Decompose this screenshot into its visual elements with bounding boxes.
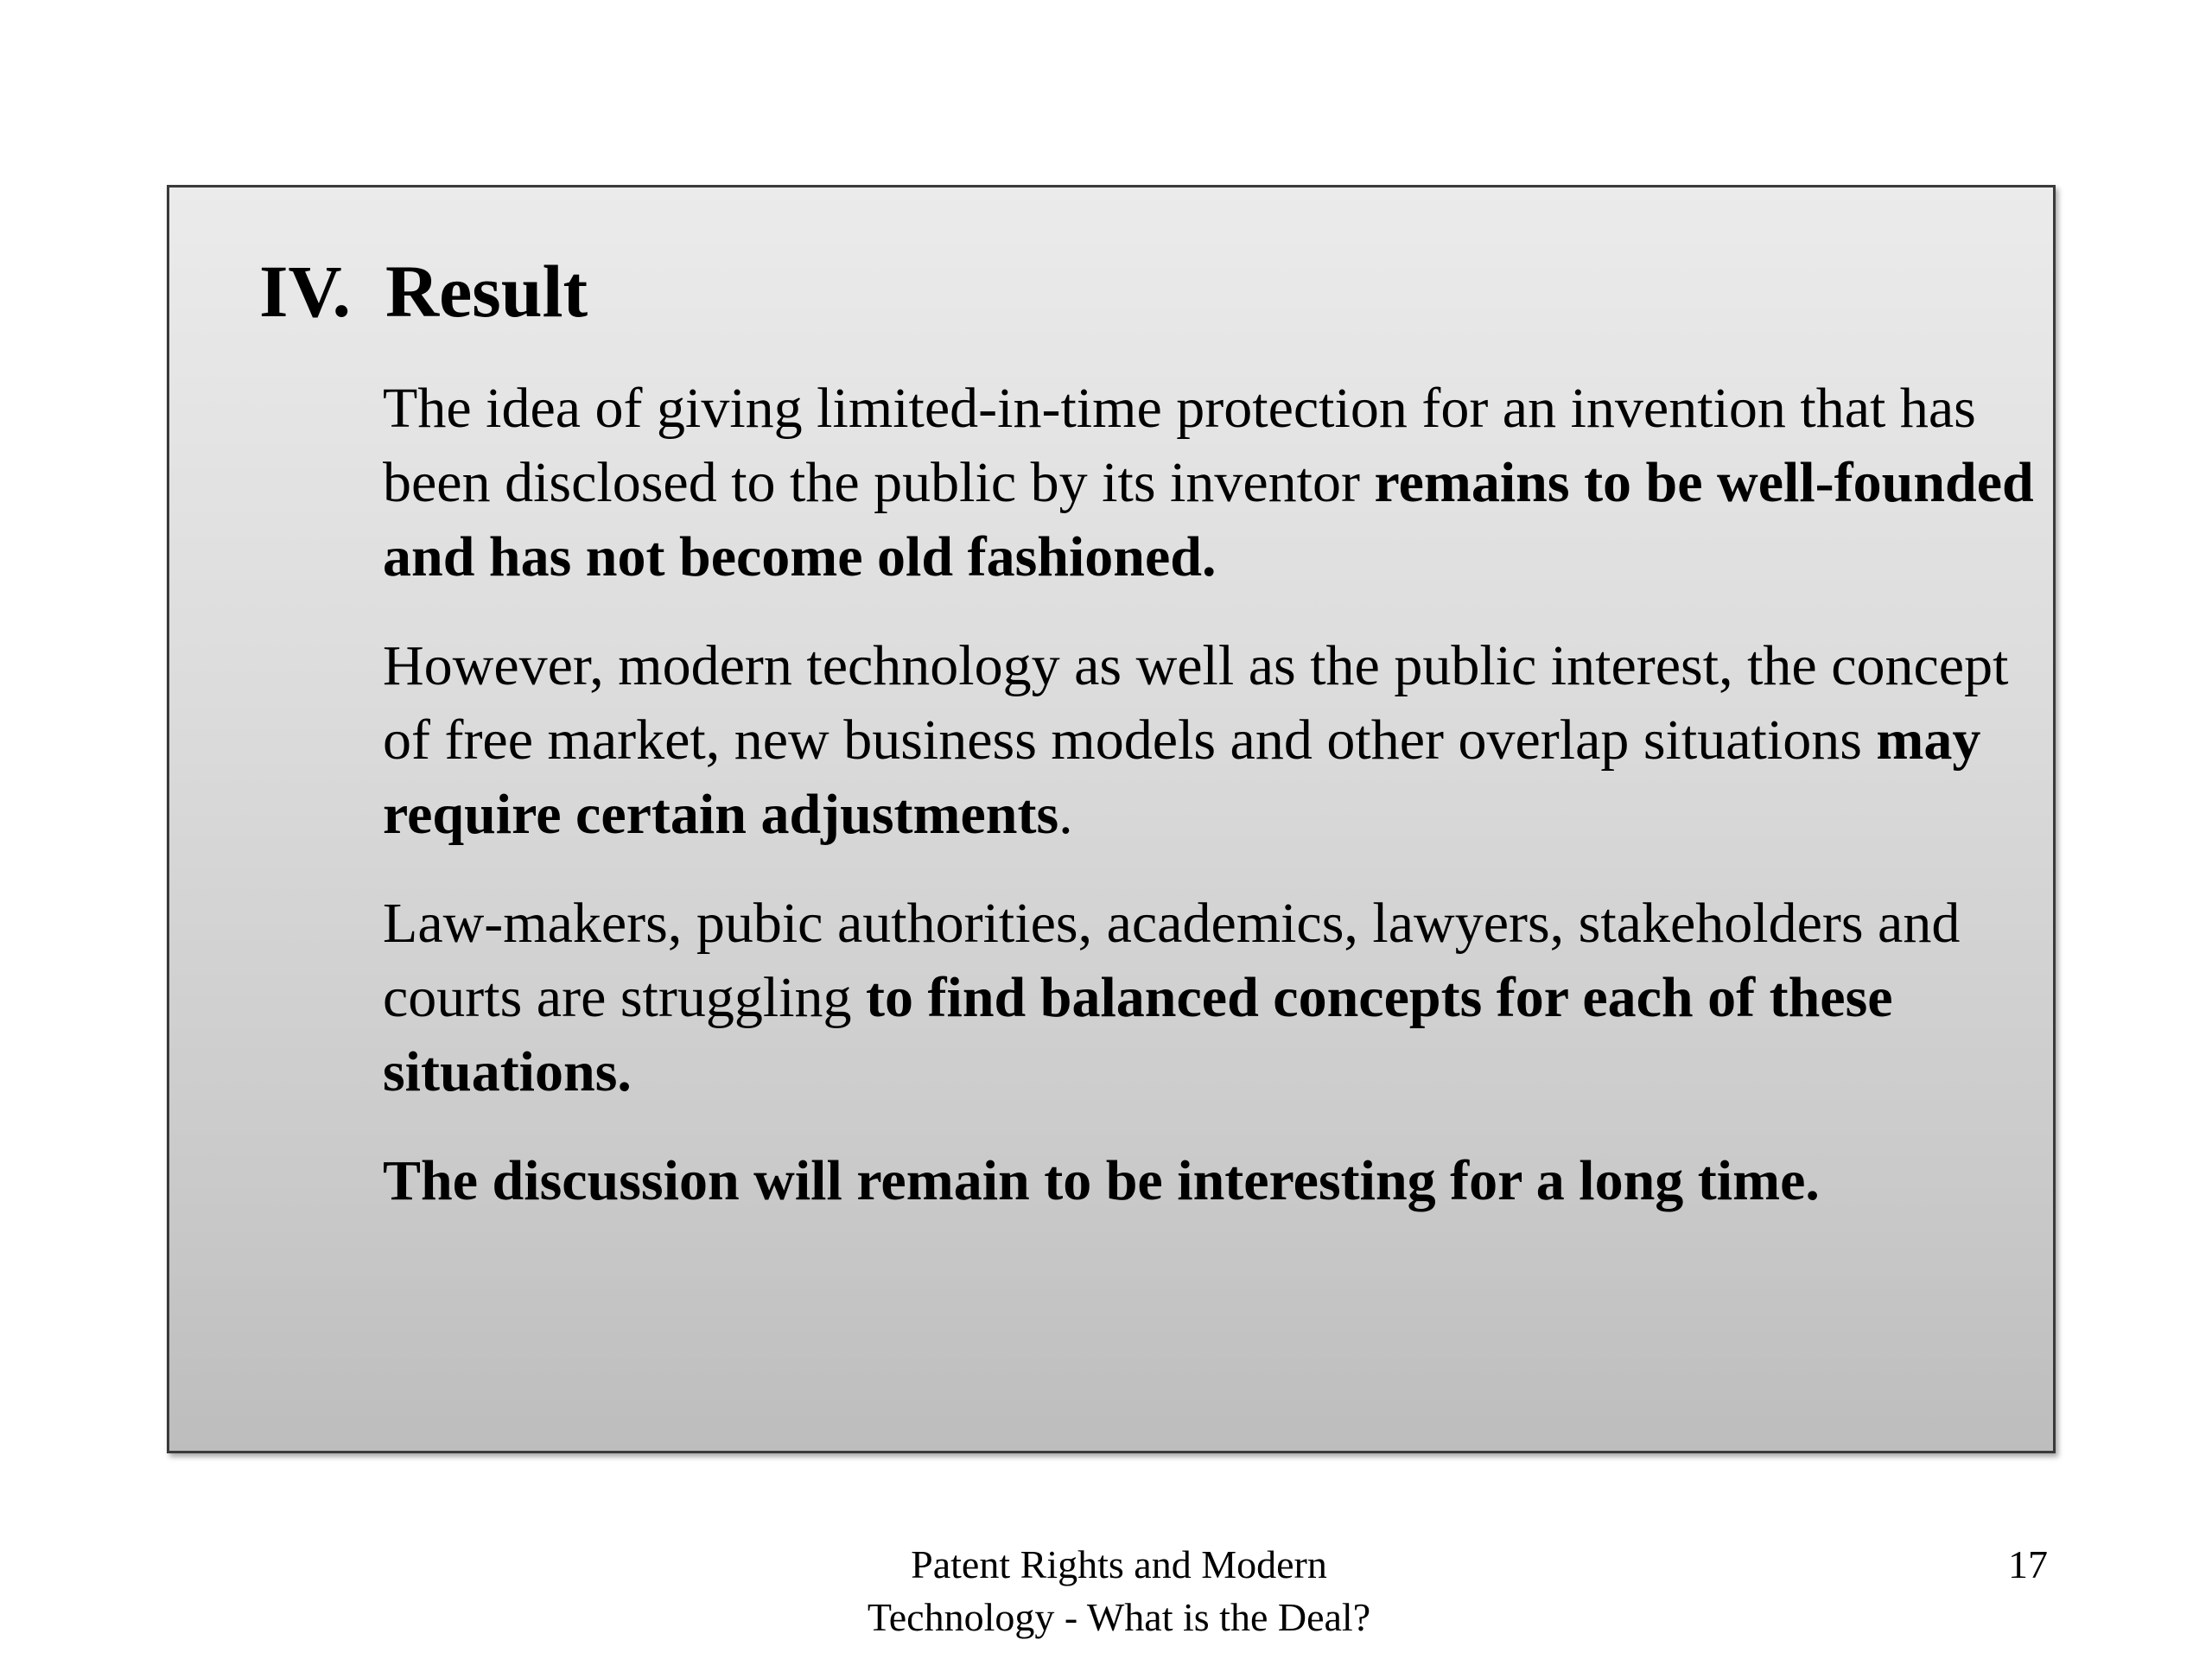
paragraph-2-tail: . [1058, 783, 1073, 846]
paragraph-4 [383, 1144, 2042, 1218]
paragraph-3 [383, 887, 2042, 1109]
footer-title-line-1: Patent Rights and Modern [911, 1542, 1327, 1586]
section-title: Result [385, 250, 588, 333]
slide-heading [259, 247, 588, 336]
paragraph-1-text: The idea of giving limited-in-time protection for an invention that has been disclosed to the public by its inventor [383, 377, 1976, 514]
paragraph-1-emphasis: remains to be well-founded and has not become old fashioned. [383, 451, 2034, 588]
paragraph-3-text: Law-makers, pubic authorities, academics, lawyers, stakeholders and courts are struggling [383, 892, 1961, 1029]
footer-title-line-2: Technology - What is the Deal? [867, 1595, 1371, 1639]
section-numeral: IV. [259, 250, 351, 333]
paragraph-1 [383, 372, 2042, 594]
page-number: 17 [2008, 1542, 2048, 1586]
paragraph-2 [383, 629, 2042, 852]
paragraph-2-text: However, modern technology as well as the public interest, the concept of free market, new business models and other overlap situations [383, 634, 2009, 772]
paragraph-3-emphasis: to find balanced concepts for each of these situations. [383, 966, 1893, 1103]
paragraph-2-emphasis: may require certain adjustments [383, 709, 1981, 846]
footer-title [778, 1538, 1460, 1643]
paragraph-4-emphasis: The discussion will remain to be interesting for a long time. [383, 1149, 1820, 1212]
